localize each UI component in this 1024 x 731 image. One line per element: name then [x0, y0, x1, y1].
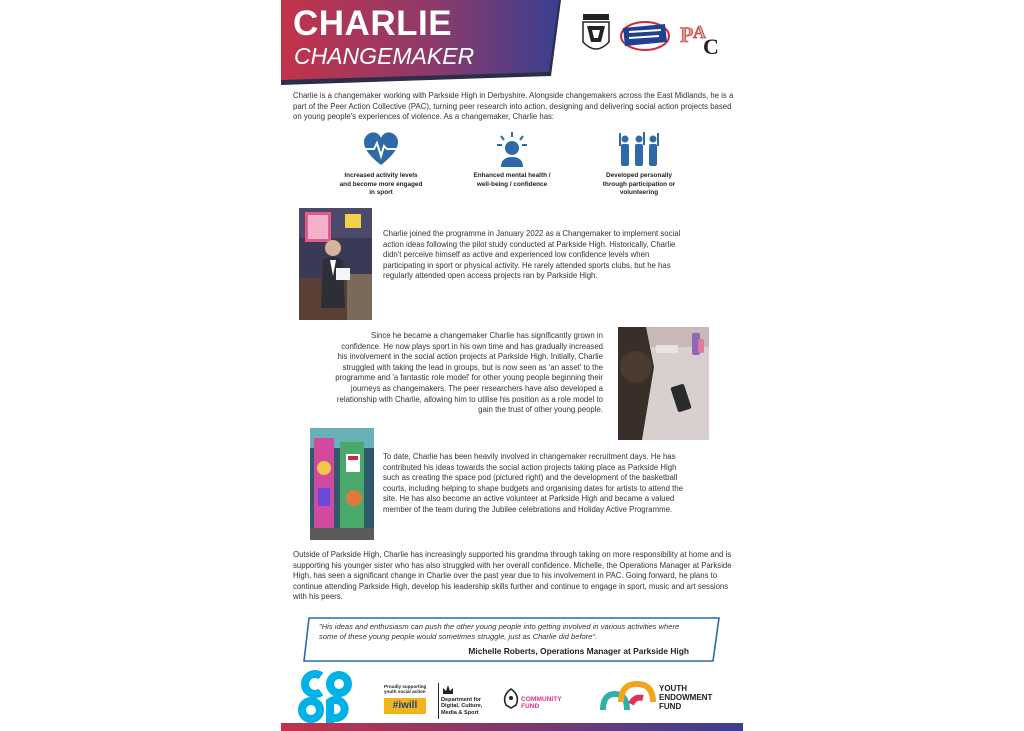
photo-table-activity: [618, 327, 709, 440]
yef-text-youth: YOUTH: [659, 684, 687, 693]
coop-logo-icon: [295, 670, 355, 724]
community-fund-text: COMMUNITY FUND: [521, 696, 562, 710]
title-banner: [281, 0, 561, 85]
yef-text-fund: FUND: [659, 702, 682, 711]
quote-text: "His ideas and enthusiasm can push the other young people into getting involved in various activities where some of these young people would sometimes struggle, just as Charlie did before".: [319, 622, 680, 641]
photo-charlie: [299, 208, 372, 320]
iwill-caption: Proudly supporting youth social action: [384, 684, 427, 694]
dcms-divider: [438, 683, 439, 719]
photo-space-pod: [310, 428, 374, 540]
svg-text:C: C: [703, 34, 719, 59]
paragraph-joined: Charlie joined the programme in January 2022 as a Changemaker to implement social action ideas following the pilot study conducted at Parkside High. Historically, Charlie didn't perceive himself as active and experienced low confidence levels when participating in sport or physical activity. He rarely attended sports clubs, but he has regularly attended open access projects ran by Parkside High.: [383, 229, 681, 281]
parkside-high-crest-icon: [583, 14, 609, 49]
case-study-page: [281, 0, 743, 731]
lightbulb-head-icon: [496, 131, 528, 167]
partner-logo-icon: [621, 22, 669, 50]
outcome-label-participation: Developed personally through participation or volunteering: [602, 172, 676, 197]
quote-attribution: Michelle Roberts, Operations Manager at Parkside High: [468, 646, 689, 656]
intro-paragraph: Charlie is a changemaker working with Parkside High in Derbyshire. Alongside changemakers across the East Midlands, he is a part of the Peer Action Collective (PAC), turning peer research into action, designing and delivering social action projects based on young people's experiences of violence. As a changemaker, Charlie has:: [293, 91, 734, 122]
svg-text:P: P: [680, 22, 694, 47]
paragraph-recruitment: To date, Charlie has been heavily involved in changemaker recruitment days. He has contributed his ideas towards the social action projects taking place as Parkside High such as creating the space pod (pictured right) and the development of the basketball courts, including helping to shape budgets and organising dates for artists to attend the site. He has also become an active volunteer at Parkside High and became a valued member of the team during the Jubilee celebrations and Holiday Active Programme.: [383, 452, 683, 514]
people-raising-hands-icon: [618, 131, 660, 167]
outcome-label-activity: Increased activity levels and become more engaged in sport: [339, 172, 423, 197]
heart-pulse-icon: [361, 131, 401, 167]
svg-text:A: A: [693, 22, 706, 42]
coop-logo: [295, 670, 355, 724]
dcms-logo-text: Department for Digital, Culture, Media & Sport: [441, 697, 483, 716]
paragraph-growth: Since he became a changemaker Charlie has significantly grown in confidence. He now plays sport in his own time and has gradually increased his involvement in the social action projects at Parkside High. Initially, Charlie struggled with taking the lead in groups, but is now seen as 'an asset' to the programme and 'a fantastic role model' for other young people beginning their journeys as changemakers. The peer researchers have also developed a relationship with Charlie, allowing him to utilise his position as a role model to gain the trust of other young people.: [335, 331, 603, 415]
yef-text-endowment: ENDOWMENT: [659, 693, 713, 702]
page-title: CHARLIE: [293, 4, 453, 43]
outcome-label-mental-health: Enhanced mental health / well-being / confidence: [473, 172, 551, 188]
iwill-badge: #iwill: [384, 698, 426, 714]
paragraph-outside: Outside of Parkside High, Charlie has increasingly supported his grandma through taking on more responsibility at home and is supporting his younger sister who has also struggled with her overall confidence. Michelle, the Operations Manager at Parkside High, has seen a significant change in Charlie over the past year due to his involvement in PAC. Going forward, he plans to continue attending Parkside High, develop his leadership skills further and continue to engage in sport, music and art sessions with his peers.: [293, 550, 732, 602]
yef-logo-icon: [597, 680, 657, 716]
bottom-gradient-bar: [281, 723, 743, 731]
page-subtitle: CHANGEMAKER: [294, 43, 475, 69]
lottery-hand-icon: [501, 687, 521, 709]
partner-logos: [579, 12, 729, 60]
crown-crest-icon: [441, 683, 455, 695]
funder-logos: [281, 670, 743, 726]
pac-logo-icon: [680, 22, 719, 59]
